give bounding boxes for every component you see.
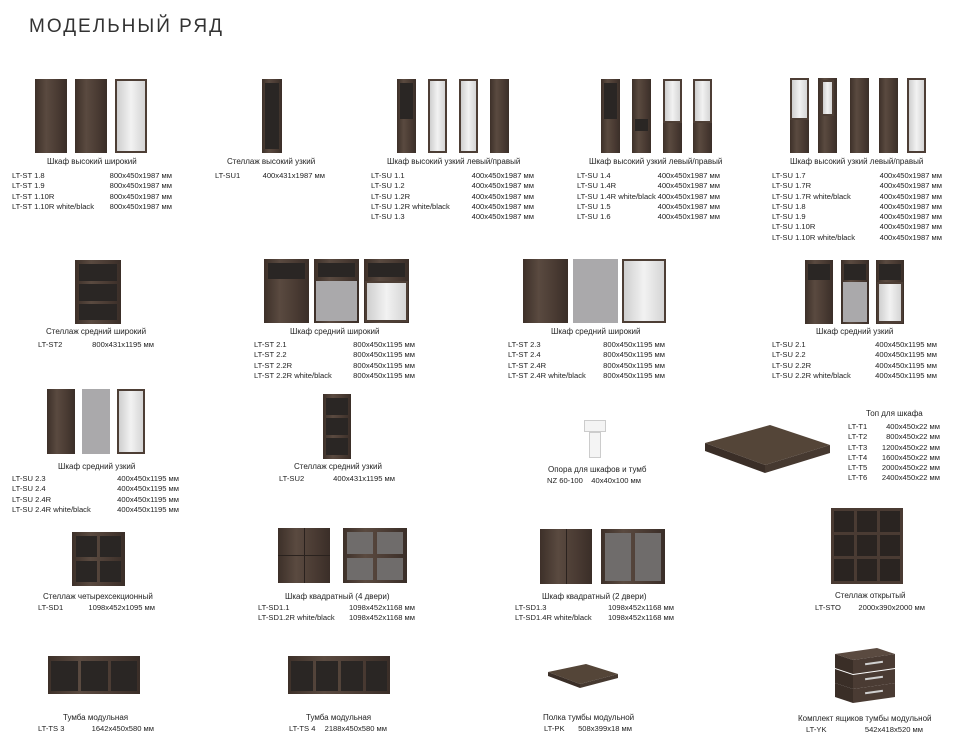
spec-row: LT-T2 800x450x22 мм <box>848 432 940 442</box>
product-caption: Стеллаж средний широкий <box>46 327 147 336</box>
spec-list <box>12 171 172 212</box>
spec-row: LT-SU 2.2R white/black 400x450x1195 мм <box>772 370 937 380</box>
product-caption: Тумба модульная <box>63 713 129 722</box>
spec-row: LT-ST 2.1 800x450x1195 мм <box>254 340 415 349</box>
product-caption: Тумба модульная <box>306 713 372 722</box>
product-image <box>264 259 409 323</box>
spec-row: LT-SD1.4R white/black 1098x452x1168 мм <box>515 613 674 623</box>
spec-row: LT-TS 3 1642x450x580 мм <box>38 724 154 733</box>
spec-list <box>544 724 632 734</box>
product-caption: Шкаф средний широкий <box>290 327 380 336</box>
spec-row: LT-SU 1.8 400x450x1987 мм <box>772 201 942 211</box>
product-image <box>790 78 927 153</box>
spec-row: LT-ST 2.3 800x450x1195 мм <box>508 340 665 349</box>
spec-row: LT-ST 1.8 800x450x1987 мм <box>12 171 172 180</box>
spec-list <box>547 476 641 486</box>
product-caption: Опора для шкафов и тумб <box>548 465 647 474</box>
spec-list <box>508 340 665 381</box>
product-caption: Стеллаж четырехсекционный <box>43 592 153 601</box>
page-title: МОДЕЛЬНЫЙ РЯД <box>29 16 224 37</box>
spec-list <box>254 340 415 381</box>
spec-row: LT-ST 1.10R white/black 800x450x1987 мм <box>12 201 172 211</box>
product-caption: Шкаф средний узкий <box>58 462 136 471</box>
spec-row: LT-SU 1.2R white/black 400x450x1987 мм <box>371 201 534 211</box>
spec-list <box>806 725 923 735</box>
spec-row: LT-SU 2.2R 400x450x1195 мм <box>772 360 937 370</box>
product-caption: Шкаф средний узкий <box>816 327 894 336</box>
spec-row: LT-SU 2.4 400x450x1195 мм <box>12 484 179 494</box>
product-caption: Стеллаж средний узкий <box>294 462 382 471</box>
product-caption: Стеллаж открытый <box>835 591 906 600</box>
product-caption: Шкаф высокий узкий левый/правый <box>790 157 924 166</box>
product-caption: Топ для шкафа <box>866 409 923 418</box>
spec-list <box>215 171 325 181</box>
spec-row: LT-T1 400x450x22 мм <box>848 422 940 431</box>
product-image <box>72 532 125 586</box>
product-caption: Комплект ящиков тумбы модульной <box>798 714 932 723</box>
product-caption: Шкаф высокий узкий левый/правый <box>589 157 723 166</box>
spec-list <box>815 603 925 613</box>
product-caption: Шкаф квадратный (2 двери) <box>542 592 647 601</box>
spec-row: LT-SU 1.10R 400x450x1987 мм <box>772 222 942 232</box>
spec-row: LT-SU 1.1 400x450x1987 мм <box>371 171 534 180</box>
spec-row: LT-ST 1.9 800x450x1987 мм <box>12 181 172 191</box>
spec-row: LT-STO 2000x390x2000 мм <box>815 603 925 612</box>
spec-row: LT-SU 2.4R white/black 400x450x1195 мм <box>12 504 179 514</box>
spec-row: LT-SD1 1098x452x1095 мм <box>38 603 155 612</box>
spec-row: LT-ST 2.2 800x450x1195 мм <box>254 350 415 360</box>
spec-row: LT-PK 508x399x18 мм <box>544 724 632 733</box>
spec-list <box>258 603 415 624</box>
spec-row: NZ 60-100 40x40x100 мм <box>547 476 641 485</box>
spec-list <box>371 171 534 222</box>
spec-row: LT-SU 1.2R 400x450x1987 мм <box>371 191 534 201</box>
spec-list <box>772 340 937 381</box>
spec-row: LT-ST 2.4R white/black 800x450x1195 мм <box>508 370 665 380</box>
product-image <box>48 656 140 696</box>
spec-row: LT-SU 2.2 400x450x1195 мм <box>772 350 937 360</box>
spec-row: LT-SU 1.4R 400x450x1987 мм <box>577 181 720 191</box>
spec-row: LT-SU2 400x431x1195 мм <box>279 474 395 483</box>
spec-row: LT-ST 2.4R 800x450x1195 мм <box>508 360 665 370</box>
spec-row: LT-SU 2.3 400x450x1195 мм <box>12 474 179 483</box>
product-image <box>805 260 905 324</box>
spec-row: LT-T6 2400x450x22 мм <box>848 473 940 483</box>
product-caption: Шкаф квадратный (4 двери) <box>285 592 390 601</box>
product-caption: Шкаф высокий широкий <box>47 157 137 166</box>
spec-row: LT-SU 1.10R white/black 400x450x1987 мм <box>772 232 942 242</box>
spec-row: LT-SU1 400x431x1987 мм <box>215 171 325 180</box>
tabletop-illustration <box>705 425 830 475</box>
product-image <box>47 389 145 454</box>
product-image <box>262 79 282 153</box>
spec-list <box>772 171 942 243</box>
spec-row: LT-SU 1.7R 400x450x1987 мм <box>772 181 942 191</box>
spec-list <box>279 474 395 484</box>
spec-row: LT-SD1.3 1098x452x1168 мм <box>515 603 674 612</box>
spec-row: LT-SU 1.3 400x450x1987 мм <box>371 212 534 222</box>
product-image <box>540 529 665 586</box>
product-image <box>523 259 666 323</box>
spec-row: LT-SU 1.7 400x450x1987 мм <box>772 171 942 180</box>
spec-row: LT-T5 2000x450x22 мм <box>848 463 940 473</box>
spec-row: LT-ST 2.2R white/black 800x450x1195 мм <box>254 370 415 380</box>
product-image <box>705 425 830 475</box>
spec-row: LT-ST2 800x431x1195 мм <box>38 340 154 349</box>
product-image <box>835 648 895 704</box>
spec-row: LT-T4 1600x450x22 мм <box>848 452 940 462</box>
shelf-illustration <box>548 664 618 688</box>
spec-list <box>38 724 154 734</box>
spec-list <box>515 603 674 624</box>
product-image <box>397 79 510 153</box>
product-image <box>288 656 390 696</box>
product-image <box>75 260 121 324</box>
spec-row: LT-SU 2.1 400x450x1195 мм <box>772 340 937 349</box>
product-caption: Шкаф средний широкий <box>551 327 641 336</box>
product-image <box>323 394 351 459</box>
open-shelf-illustration <box>831 508 903 584</box>
spec-row: LT-SD1.1 1098x452x1168 мм <box>258 603 415 612</box>
spec-row: LT-SU 2.4R 400x450x1195 мм <box>12 494 179 504</box>
product-image <box>601 79 712 153</box>
spec-row: LT-ST 2.4 800x450x1195 мм <box>508 350 665 360</box>
product-image <box>831 508 903 584</box>
product-image <box>35 79 147 153</box>
spec-list <box>38 340 154 350</box>
spec-row: LT-ST 2.2R 800x450x1195 мм <box>254 360 415 370</box>
spec-row: LT-SU 1.2 400x450x1987 мм <box>371 181 534 191</box>
spec-row: LT-T3 1200x450x22 мм <box>848 442 940 452</box>
spec-list <box>38 603 155 613</box>
spec-list <box>12 474 179 515</box>
spec-list <box>577 171 720 222</box>
drawers-illustration <box>835 648 895 704</box>
product-caption: Стеллаж высокий узкий <box>227 157 316 166</box>
spec-row: LT-SU 1.5 400x450x1987 мм <box>577 201 720 211</box>
spec-row: LT-SD1.2R white/black 1098x452x1168 мм <box>258 613 415 623</box>
product-image <box>278 528 409 585</box>
spec-row: LT-ST 1.10R 800x450x1987 мм <box>12 191 172 201</box>
spec-row: LT-SU 1.9 400x450x1987 мм <box>772 212 942 222</box>
product-caption: Шкаф высокий узкий левый/правый <box>387 157 521 166</box>
spec-row: LT-SU 1.4 400x450x1987 мм <box>577 171 720 180</box>
product-image <box>548 664 618 688</box>
product-image <box>580 420 610 458</box>
product-caption: Полка тумбы модульной <box>543 713 635 722</box>
spec-row: LT-SU 1.4R white/black 400x450x1987 мм <box>577 191 720 201</box>
spec-row: LT-SU 1.6 400x450x1987 мм <box>577 212 720 222</box>
spec-row: LT-SU 1.7R white/black 400x450x1987 мм <box>772 191 942 201</box>
spec-list <box>848 422 940 484</box>
spec-list <box>289 724 387 734</box>
spec-row: LT-YK 542x418x520 мм <box>806 725 923 734</box>
spec-row: LT-TS 4 2188x450x580 мм <box>289 724 387 733</box>
